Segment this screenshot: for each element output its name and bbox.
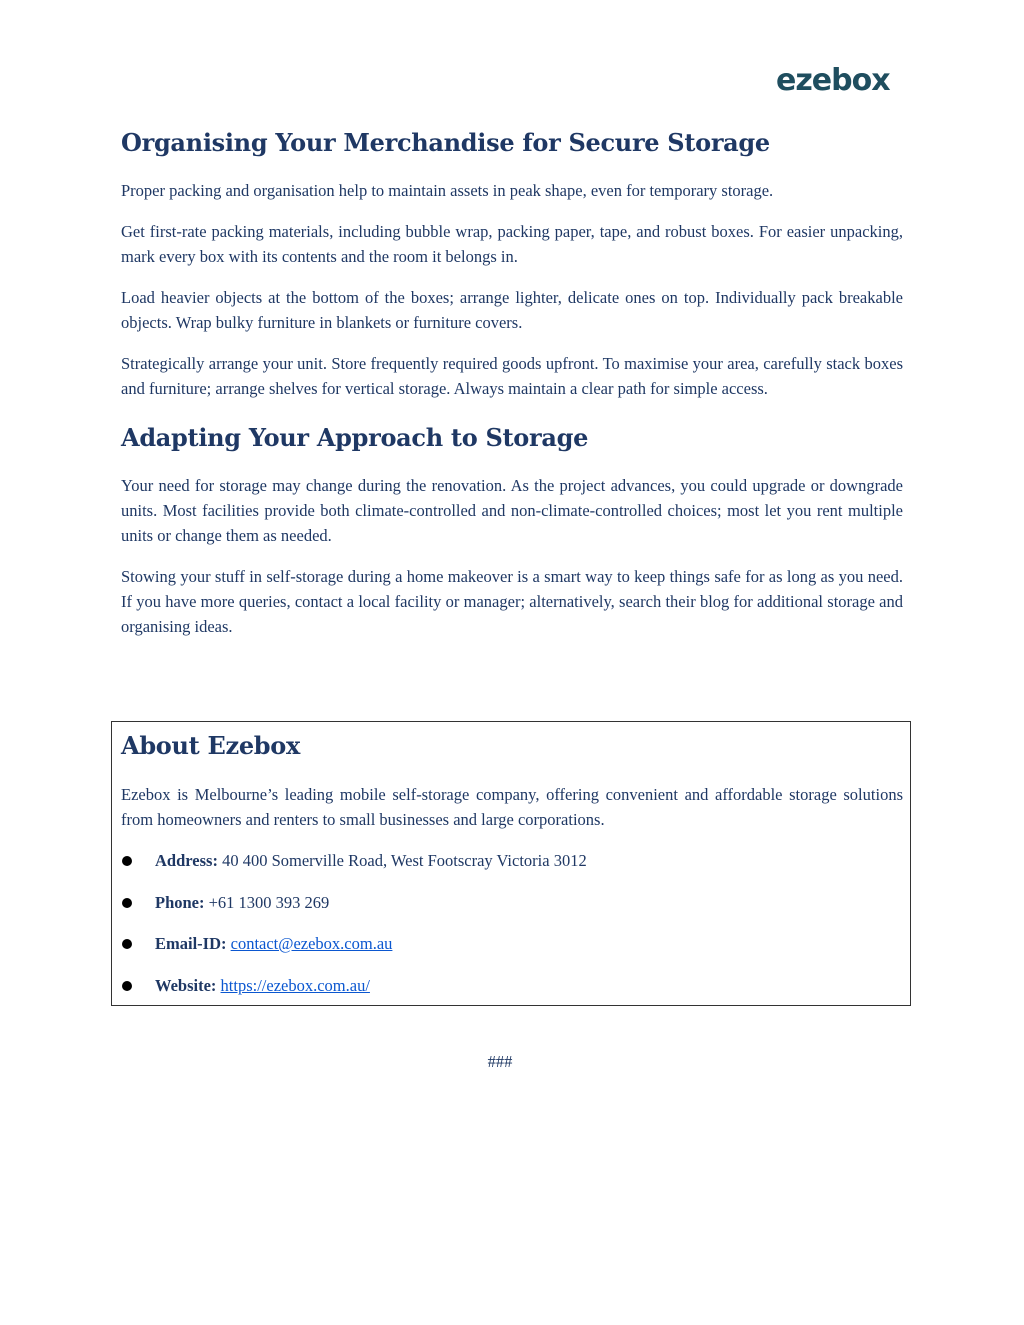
paragraph: Load heavier objects at the bottom of the boxes; arrange lighter, delicate ones on top. Individually pack breakable objects. Wrap bulky furniture in blankets or furniture covers. [121,288,903,332]
end-mark: ### [487,1052,513,1071]
paragraph: Strategically arrange your unit. Store frequently required goods upfront. To maximise your area, carefully stack boxes and furniture; arrange shelves for vertical storage. Always maintain a clear path for simple access. [121,354,903,398]
section-heading-organising: Organising Your Merchandise for Secure Storage [121,128,770,157]
contact-item-phone [121,890,903,915]
contact-label: Website: [155,975,217,995]
bullet-icon [122,898,132,908]
about-box [111,721,911,1006]
contact-value: 40 400 Somerville Road, West Footscray Victoria 3012 [222,851,587,870]
paragraph: Get first-rate packing materials, including bubble wrap, packing paper, tape, and robust boxes. For easier unpacking, mark every box with its contents and the room it belongs in. [121,222,903,266]
paragraph: Stowing your stuff in self-storage during a home makeover is a smart way to keep things safe for as long as you need. If you have more queries, contact a local facility or manager; alternatively, search their blog for additional storage and organising ideas. [121,567,903,636]
website-link[interactable]: https://ezebox.com.au/ [220,975,370,995]
contact-label: Phone: [155,892,205,912]
bullet-icon [122,856,132,866]
paragraph: Your need for storage may change during the renovation. As the project advances, you could upgrade or downgrade units. Most facilities provide both climate-controlled and non-climate-controlled choices; most let you rent multiple units or change them as needed. [121,476,903,545]
contact-item-website [121,973,903,998]
ezebox-logo: ezebox [776,63,890,98]
contact-label: Address: [155,851,218,870]
paragraph: Proper packing and organisation help to maintain assets in peak shape, even for temporary storage. [121,181,774,200]
about-content [121,722,903,1014]
email-link[interactable]: contact@ezebox.com.au [230,934,393,953]
contact-value: +61 1300 393 269 [208,892,330,912]
contact-item-address [121,848,903,873]
section-heading-adapting: Adapting Your Approach to Storage [121,423,589,452]
main-content [121,120,903,639]
contact-list [121,848,903,998]
about-heading: About Ezebox [121,731,300,760]
contact-item-email [121,931,903,956]
contact-label: Email-ID: [155,934,227,953]
bullet-icon [122,939,132,949]
bullet-icon [122,981,132,991]
about-intro: Ezebox is Melbourne’s leading mobile self-storage company, offering convenient and affordable storage solutions from homeowners and renters to small businesses and large corporations. [121,785,903,829]
